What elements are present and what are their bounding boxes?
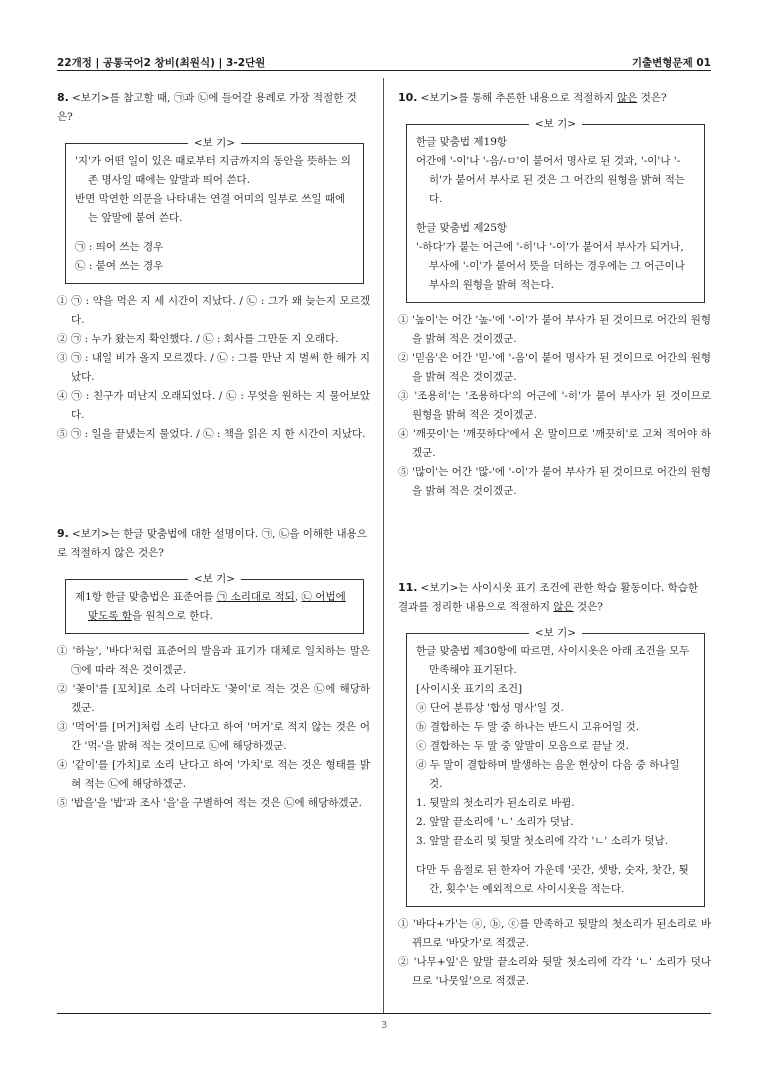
bogi-text: '-하다'가 붙는 어근에 '-히'나 '-이'가 붙어서 부사가 되거나, 부사에 '-이'가 붙어서 뜻을 더하는 경우에는 그 어근이나 부사의 원형을 밝혀 적는다. <box>416 241 685 291</box>
bogi-label: <보 기> <box>188 137 241 149</box>
bogi-text: 제1항 한글 맞춤법은 표준어를 ㉠ 소리대로 적되, ㉡ 어법에 맞도록 함을 원칙으로 한다. <box>75 591 346 622</box>
choice-2[interactable]: ② '믿음'은 어간 '믿-'에 '-음'이 붙어 명사가 된 것이므로 어간의 원형을 밝혀 적은 것이겠군. <box>398 352 711 383</box>
bogi-text: 어간에 '-이'나 '-음/-ㅁ'이 붙어서 명사로 된 것과, '-이'나 '-히'가 붙어서 부사로 된 것은 그 어간의 원형을 밝혀 적는다. <box>416 155 686 205</box>
question-9 <box>57 524 370 813</box>
choice-5[interactable]: ⑤ '많이'는 어간 '많-'에 '-이'가 붙어 부사가 된 것이므로 어간의 원형을 밝혀 적은 것이겠군. <box>398 466 711 497</box>
bogi-text: 다만 두 음절로 된 한자어 가운데 '곳간, 셋방, 숫자, 찻간, 툇간, 횟수'는 예외적으로 사이시옷을 적는다. <box>416 864 689 895</box>
bogi-subitem: 2. 앞말 끝소리에 'ㄴ' 소리가 덧남. <box>416 816 574 828</box>
question-9-number: 9. <box>57 527 69 540</box>
choice-4[interactable]: ④ '깨끗이'는 '깨끗하다'에서 온 말이므로 '깨끗히'로 고쳐 적어야 하겠군. <box>398 428 711 459</box>
choice-3[interactable]: ③ '조용히'는 '조용하다'의 어근에 '-히'가 붙어 부사가 된 것이므로 원형을 밝혀 적은 것이겠군. <box>398 390 711 421</box>
question-11-stem: 11. <보기>는 사이시옷 표기 조건에 관한 학습 활동이다. 학습한 결과를 정리한 내용으로 적절하지 않은 것은? <box>398 581 699 613</box>
question-8-bogi-box <box>65 137 364 284</box>
choice-3[interactable]: ③ ㉠ : 내일 비가 올지 모르겠다. / ㉡ : 그를 만난 지 벌써 한 해가 지났다. <box>57 352 370 383</box>
page-number: 3 <box>380 1020 388 1031</box>
bogi-text: '지'가 어떤 일이 있은 때로부터 지금까지의 동안을 뜻하는 의존 명사일 때에는 앞말과 띄어 쓴다. <box>75 155 351 186</box>
choice-1[interactable]: ① '바다+가'는 ⓐ, ⓑ, ⓒ를 만족하고 뒷말의 첫소리가 된소리로 바뀌므로 '바닷가'로 적겠군. <box>398 918 711 949</box>
question-10 <box>398 88 711 501</box>
question-8-choices <box>57 292 370 444</box>
bogi-label: <보 기> <box>188 573 241 585</box>
choice-2[interactable]: ② '나무+잎'은 앞말 끝소리와 뒷말 첫소리에 각각 'ㄴ' 소리가 덧나므로 '나뭇잎'으로 적겠군. <box>398 956 711 987</box>
question-10-bogi-box <box>406 118 705 303</box>
bogi-item: ⓒ 결합하는 두 말 중 앞말이 모음으로 끝날 것. <box>416 740 629 752</box>
question-8-stem: 8. <보기>를 참고할 때, ㉠과 ㉡에 들어갈 용례로 가장 적절한 것은? <box>57 91 357 123</box>
question-11-number: 11. <box>398 581 418 594</box>
question-8 <box>57 88 370 444</box>
bogi-heading: 한글 맞춤법 제19항 <box>416 136 508 148</box>
question-11-choices <box>398 915 711 991</box>
bogi-item: ㉡ : 붙여 쓰는 경우 <box>75 260 164 272</box>
choice-5[interactable]: ⑤ '밥을'을 '밥'과 조사 '을'을 구별하여 적는 것은 ㉡에 해당하겠군. <box>57 797 362 809</box>
bogi-heading: [사이시옷 표기의 조건] <box>416 683 523 695</box>
question-10-choices <box>398 311 711 501</box>
bogi-text: 한글 맞춤법 제30항에 따르면, 사이시옷은 아래 조건을 모두 만족해야 표기된다. <box>416 645 690 676</box>
bogi-subitem: 3. 앞말 끝소리 및 뒷말 첫소리에 각각 'ㄴ' 소리가 덧남. <box>416 835 669 847</box>
choice-2[interactable]: ② '꽃이'를 [꼬치]로 소리 나더라도 '꽃이'로 적는 것은 ㉡에 해당하겠군. <box>57 683 370 714</box>
question-11-bogi-box <box>406 627 705 907</box>
header-title: 기출변형문제 01 <box>631 57 711 69</box>
question-9-stem: 9. <보기>는 한글 맞춤법에 대한 설명이다. ㉠, ㉡을 이해한 내용으로 적절하지 않은 것은? <box>57 527 367 559</box>
bogi-item: ⓑ 결합하는 두 말 중 하나는 반드시 고유어일 것. <box>416 721 640 733</box>
bogi-item: ⓓ 두 말이 결합하며 발생하는 음운 현상이 다음 중 하나일 것. <box>416 759 680 790</box>
column-divider <box>383 78 384 1013</box>
choice-1[interactable]: ① ㉠ : 약을 먹은 지 세 시간이 지났다. / ㉡ : 그가 왜 늦는지 모르겠다. <box>57 295 370 326</box>
question-9-choices <box>57 642 370 813</box>
bogi-item: ⓐ 단어 분류상 '합성 명사'일 것. <box>416 702 564 714</box>
question-10-stem: 10. <보기>를 통해 추론한 내용으로 적절하지 않은 것은? <box>398 91 667 104</box>
bogi-item: ㉠ : 띄어 쓰는 경우 <box>75 241 164 253</box>
bogi-label: <보 기> <box>529 118 582 130</box>
choice-3[interactable]: ③ '먹어'를 [머거]처럼 소리 난다고 하여 '머거'로 적지 않는 것은 어간 '먹-'을 밝혀 적는 것이므로 ㉡에 해당하겠군. <box>57 721 370 752</box>
choice-1[interactable]: ① '하늘', '바다'처럼 표준어의 발음과 표기가 대체로 일치하는 말은 ㉠에 따라 적은 것이겠군. <box>57 645 370 676</box>
question-10-number: 10. <box>398 91 418 104</box>
bogi-text: 반면 막연한 의문을 나타내는 연결 어미의 일부로 쓰일 때에는 앞말에 붙여 쓴다. <box>75 193 346 224</box>
choice-2[interactable]: ② ㉠ : 누가 왔는지 확인했다. / ㉡ : 회사를 그만둔 지 오래다. <box>57 333 339 345</box>
choice-5[interactable]: ⑤ ㉠ : 일을 끝냈는지 물었다. / ㉡ : 책을 읽은 지 한 시간이 지났다. <box>57 428 366 440</box>
choice-4[interactable]: ④ '같이'를 [가치]로 소리 난다고 하여 '가치'로 적는 것은 형태를 밝혀 적는 ㉡에 해당하겠군. <box>57 759 370 790</box>
choice-1[interactable]: ① '높이'는 어간 '높-'에 '-이'가 붙어 부사가 된 것이므로 어간의 원형을 밝혀 적은 것이겠군. <box>398 314 711 345</box>
page-header <box>57 50 711 72</box>
header-rule <box>57 70 711 71</box>
question-11 <box>398 578 711 991</box>
question-9-bogi-box <box>65 573 364 634</box>
bogi-label: <보 기> <box>529 627 582 639</box>
footer-rule <box>57 1013 711 1014</box>
bogi-heading: 한글 맞춤법 제25항 <box>416 222 508 234</box>
choice-4[interactable]: ④ ㉠ : 친구가 떠난지 오래되었다. / ㉡ : 무엇을 원하는 지 물어보았다. <box>57 390 370 421</box>
bogi-subitem: 1. 뒷말의 첫소리가 된소리로 바뀜. <box>416 797 575 809</box>
question-8-number: 8. <box>57 91 69 104</box>
header-course: 22개정 | 공통국어2 창비(최원식) | 3-2단원 <box>57 57 266 69</box>
